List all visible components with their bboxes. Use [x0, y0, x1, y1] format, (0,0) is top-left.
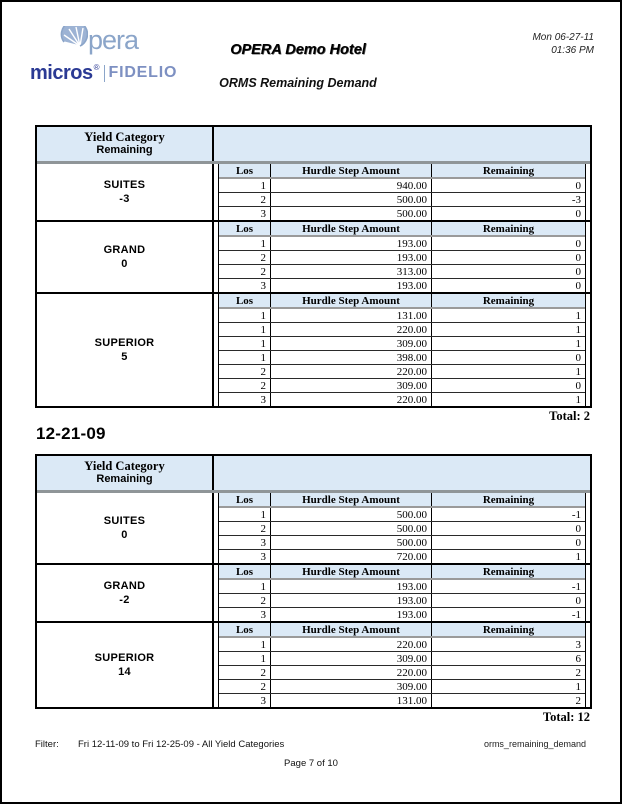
- section-total: Total: 12: [542, 710, 590, 724]
- yield-category-group: [37, 563, 590, 621]
- remaining-cell: 1: [575, 309, 581, 322]
- demand-row: [219, 323, 585, 337]
- report-title: ORMS Remaining Demand: [219, 76, 377, 90]
- los-cell: 2: [219, 666, 271, 679]
- remaining-header-cell: Remaining: [482, 164, 535, 177]
- print-datetime: [532, 31, 594, 57]
- category-name: GRAND: [103, 244, 146, 256]
- category-remaining-count: 5: [121, 351, 128, 363]
- los-cell: 3: [219, 393, 271, 406]
- remaining-cell: -1: [571, 580, 581, 593]
- remaining-label: Remaining: [96, 144, 153, 156]
- remaining-cell: 1: [575, 393, 581, 406]
- los-cell: 2: [219, 379, 271, 392]
- group-detail-cell: [214, 493, 590, 563]
- subtable-header-row: [219, 623, 585, 638]
- hurdle-cell: 309.00: [271, 652, 432, 665]
- demand-row: [219, 680, 585, 694]
- los-header-cell: Los: [219, 493, 271, 506]
- demand-row: [219, 309, 585, 323]
- demand-row: [219, 365, 585, 379]
- print-time: 01:36 PM: [551, 45, 594, 56]
- table-header-row: [37, 127, 590, 164]
- demand-row: [219, 393, 585, 406]
- demand-row: [219, 580, 585, 594]
- los-cell: 2: [219, 594, 271, 607]
- hurdle-cell: 220.00: [271, 638, 432, 651]
- hurdle-cell: 220.00: [271, 365, 432, 378]
- hurdle-header-cell: Hurdle Step Amount: [271, 222, 432, 235]
- remaining-cell: 2: [575, 694, 581, 707]
- category-cell: [37, 623, 214, 707]
- remaining-cell: 1: [575, 337, 581, 350]
- demand-row: [219, 193, 585, 207]
- fidelio-logo-text: FIDELIO: [108, 64, 178, 81]
- remaining-cell: 0: [575, 279, 581, 292]
- remaining-header-cell: Remaining: [482, 294, 535, 307]
- hurdle-cell: 398.00: [271, 351, 432, 364]
- remaining-cell: -1: [571, 608, 581, 621]
- opera-logo-text: pera: [88, 25, 139, 55]
- hurdle-subtable: [218, 294, 586, 406]
- demand-row: [219, 594, 585, 608]
- category-name: SUITES: [103, 179, 146, 191]
- category-cell: [37, 222, 214, 292]
- demand-row: [219, 351, 585, 365]
- hurdle-header-cell: Hurdle Step Amount: [271, 623, 432, 636]
- subtable-header-row: [219, 294, 585, 309]
- hurdle-cell: 193.00: [271, 251, 432, 264]
- remaining-cell: 0: [575, 237, 581, 250]
- title-block: [2, 42, 594, 90]
- los-cell: 1: [219, 337, 271, 350]
- remaining-cell: 2: [575, 666, 581, 679]
- los-cell: 1: [219, 351, 271, 364]
- remaining-cell: 1: [575, 323, 581, 336]
- remaining-cell: 3: [575, 638, 581, 651]
- remaining-cell: 0: [575, 351, 581, 364]
- hurdle-cell: 500.00: [271, 536, 432, 549]
- hurdle-cell: 940.00: [271, 179, 432, 192]
- remaining-cell: 0: [575, 379, 581, 392]
- los-cell: 1: [219, 323, 271, 336]
- hurdle-cell: 193.00: [271, 237, 432, 250]
- hurdle-subtable: [218, 565, 586, 621]
- los-cell: 1: [219, 580, 271, 593]
- demand-row: [219, 508, 585, 522]
- filter-value: Fri 12-11-09 to Fri 12-25-09 - All Yield Categories: [78, 739, 285, 750]
- remaining-cell: 0: [575, 251, 581, 264]
- subtable-header-row: [219, 164, 585, 179]
- remaining-cell: 0: [575, 207, 581, 220]
- filter-label: Filter:: [35, 739, 59, 750]
- category-name: GRAND: [103, 580, 146, 592]
- report-file-name: orms_remaining_demand: [483, 739, 586, 749]
- demand-row: [219, 608, 585, 621]
- los-cell: 1: [219, 652, 271, 665]
- group-detail-cell: [214, 565, 590, 621]
- remaining-cell: 0: [575, 265, 581, 278]
- page-number: Page 7 of 10: [284, 758, 338, 769]
- print-date: Mon 06-27-11: [532, 32, 594, 43]
- category-remaining-count: 0: [121, 529, 128, 541]
- los-cell: 1: [219, 638, 271, 651]
- demand-row: [219, 265, 585, 279]
- micros-logo-text: micros: [30, 62, 93, 84]
- demand-row: [219, 207, 585, 220]
- demand-row: [219, 550, 585, 563]
- footer-filter: [35, 739, 284, 750]
- category-remaining-count: -2: [119, 594, 130, 606]
- hurdle-cell: 220.00: [271, 393, 432, 406]
- hurdle-cell: 220.00: [271, 666, 432, 679]
- hurdle-subtable: [218, 164, 586, 220]
- los-cell: 3: [219, 207, 271, 220]
- los-cell: 3: [219, 550, 271, 563]
- subtable-header-row: [219, 222, 585, 237]
- category-name: SUPERIOR: [94, 652, 155, 664]
- demand-row: [219, 251, 585, 265]
- section-date-heading: 12-21-09: [36, 424, 106, 443]
- subtable-header-row: [219, 565, 585, 580]
- yield-category-header-cell: [37, 456, 214, 490]
- category-remaining-count: -3: [119, 193, 130, 205]
- demand-row: [219, 522, 585, 536]
- demand-row: [219, 652, 585, 666]
- hurdle-cell: 220.00: [271, 323, 432, 336]
- los-cell: 2: [219, 522, 271, 535]
- subtable-header-row: [219, 493, 585, 508]
- category-name: SUPERIOR: [94, 337, 155, 349]
- yield-category-group: [37, 621, 590, 707]
- remaining-cell: 1: [575, 550, 581, 563]
- remaining-cell: 6: [575, 652, 581, 665]
- los-cell: 2: [219, 365, 271, 378]
- category-cell: [37, 565, 214, 621]
- hurdle-cell: 309.00: [271, 379, 432, 392]
- los-cell: 1: [219, 237, 271, 250]
- remaining-header-cell: Remaining: [482, 222, 535, 235]
- remaining-header-cell: Remaining: [482, 565, 535, 578]
- los-cell: 2: [219, 265, 271, 278]
- los-cell: 1: [219, 508, 271, 521]
- yield-category-table: [35, 125, 592, 408]
- los-header-cell: Los: [219, 294, 271, 307]
- yield-category-label: Yield Category: [84, 459, 165, 473]
- los-cell: 3: [219, 279, 271, 292]
- los-header-cell: Los: [219, 164, 271, 177]
- yield-category-group: [37, 292, 590, 406]
- demand-row: [219, 666, 585, 680]
- hurdle-cell: 313.00: [271, 265, 432, 278]
- hurdle-cell: 500.00: [271, 193, 432, 206]
- hurdle-cell: 193.00: [271, 608, 432, 621]
- registered-mark-icon: ®: [93, 63, 100, 72]
- hotel-name: OPERA Demo Hotel: [230, 42, 366, 58]
- los-cell: 2: [219, 251, 271, 264]
- hurdle-cell: 193.00: [271, 580, 432, 593]
- los-cell: 2: [219, 680, 271, 693]
- hurdle-cell: 500.00: [271, 508, 432, 521]
- yield-category-table: [35, 454, 592, 709]
- hurdle-subtable: [218, 623, 586, 707]
- hurdle-cell: 500.00: [271, 207, 432, 220]
- category-remaining-count: 0: [121, 258, 128, 270]
- los-cell: 1: [219, 179, 271, 192]
- remaining-cell: 0: [575, 536, 581, 549]
- hurdle-cell: 131.00: [271, 309, 432, 322]
- hurdle-header-cell: Hurdle Step Amount: [271, 164, 432, 177]
- hurdle-cell: 720.00: [271, 550, 432, 563]
- header-spacer-cell: [214, 456, 590, 490]
- hurdle-cell: 131.00: [271, 694, 432, 707]
- group-detail-cell: [214, 222, 590, 292]
- hurdle-subtable: [218, 222, 586, 292]
- remaining-cell: 0: [575, 179, 581, 192]
- los-cell: 3: [219, 608, 271, 621]
- group-detail-cell: [214, 164, 590, 220]
- group-detail-cell: [214, 294, 590, 406]
- category-name: SUITES: [103, 515, 146, 527]
- hurdle-cell: 309.00: [271, 337, 432, 350]
- los-cell: 2: [219, 193, 271, 206]
- category-cell: [37, 164, 214, 220]
- hurdle-cell: 500.00: [271, 522, 432, 535]
- demand-row: [219, 379, 585, 393]
- remaining-cell: 1: [575, 680, 581, 693]
- demand-row: [219, 694, 585, 707]
- hurdle-cell: 193.00: [271, 279, 432, 292]
- demand-row: [219, 536, 585, 550]
- category-remaining-count: 14: [118, 666, 131, 678]
- yield-category-group: [37, 164, 590, 220]
- demand-row: [219, 279, 585, 292]
- remaining-header-cell: Remaining: [482, 493, 535, 506]
- remaining-cell: 1: [575, 365, 581, 378]
- header-spacer-cell: [214, 127, 590, 161]
- remaining-label: Remaining: [96, 473, 153, 485]
- demand-row: [219, 179, 585, 193]
- hurdle-header-cell: Hurdle Step Amount: [271, 294, 432, 307]
- remaining-header-cell: Remaining: [482, 623, 535, 636]
- remaining-cell: -1: [571, 508, 581, 521]
- remaining-cell: 0: [575, 522, 581, 535]
- los-header-cell: Los: [219, 222, 271, 235]
- hurdle-cell: 309.00: [271, 680, 432, 693]
- remaining-cell: 0: [575, 594, 581, 607]
- hurdle-cell: 193.00: [271, 594, 432, 607]
- demand-row: [219, 237, 585, 251]
- yield-category-label: Yield Category: [84, 130, 165, 144]
- yield-category-header-cell: [37, 127, 214, 161]
- group-detail-cell: [214, 623, 590, 707]
- hurdle-header-cell: Hurdle Step Amount: [271, 493, 432, 506]
- los-header-cell: Los: [219, 623, 271, 636]
- los-header-cell: Los: [219, 565, 271, 578]
- los-cell: 3: [219, 694, 271, 707]
- remaining-cell: -3: [571, 193, 581, 206]
- yield-category-group: [37, 220, 590, 292]
- hurdle-subtable: [218, 493, 586, 563]
- category-cell: [37, 294, 214, 406]
- demand-row: [219, 638, 585, 652]
- los-cell: 1: [219, 309, 271, 322]
- category-cell: [37, 493, 214, 563]
- hurdle-header-cell: Hurdle Step Amount: [271, 565, 432, 578]
- section-total: Total: 2: [549, 409, 590, 423]
- table-header-row: [37, 456, 590, 493]
- demand-row: [219, 337, 585, 351]
- yield-category-group: [37, 493, 590, 563]
- los-cell: 3: [219, 536, 271, 549]
